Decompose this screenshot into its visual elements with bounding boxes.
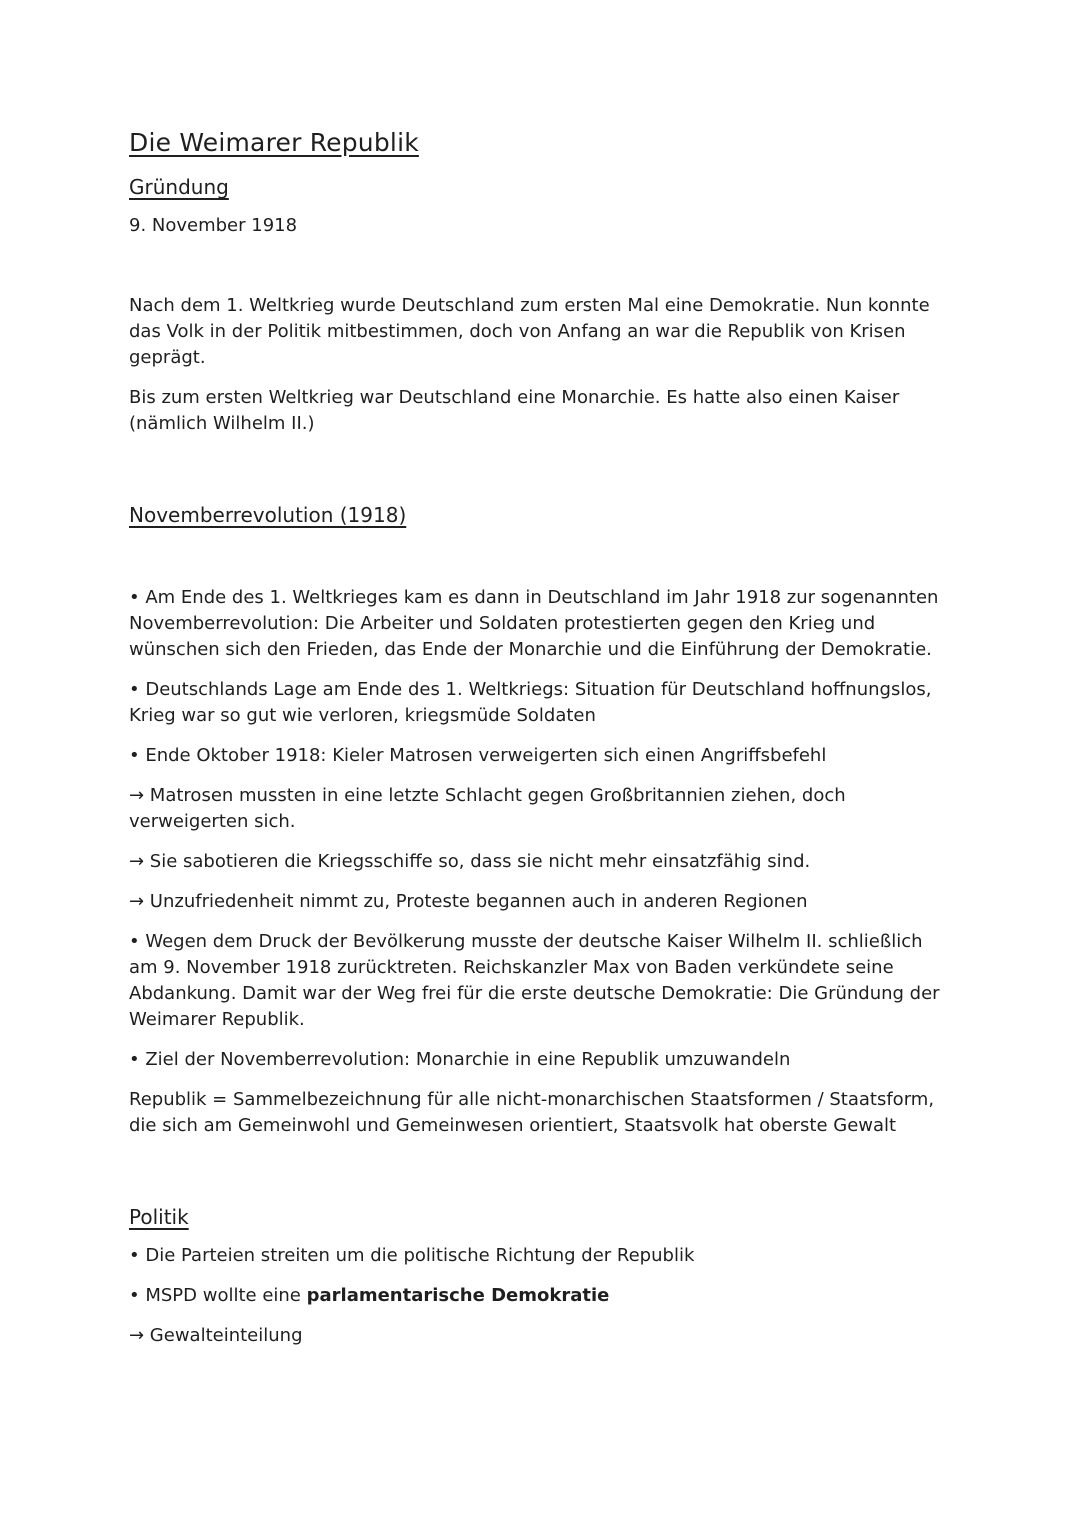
document-page bbox=[129, 128, 949, 1363]
list-item: → Matrosen mussten in eine letzte Schlacht gegen Großbritannien ziehen, doch verweigerten sich. bbox=[129, 785, 846, 832]
paragraph-monarchie: Bis zum ersten Weltkrieg war Deutschland eine Monarchie. Es hatte also einen Kaiser (nämlich Wilhelm II.) bbox=[129, 387, 900, 434]
list-item: • Die Parteien streiten um die politische Richtung der Republik bbox=[129, 1245, 695, 1266]
document-title: Die Weimarer Republik bbox=[129, 128, 419, 157]
list-item: → Sie sabotieren die Kriegsschiffe so, dass sie nicht mehr einsatzfähig sind. bbox=[129, 851, 811, 872]
definition-republik: Republik = Sammelbezeichnung für alle nicht-monarchischen Staatsformen / Staatsform, die sich am Gemeinwohl und Gemeinwesen orientiert, Staatsvolk hat oberste Gewalt bbox=[129, 1089, 935, 1136]
list-item: • Ende Oktober 1918: Kieler Matrosen verweigerten sich einen Angriffsbefehl bbox=[129, 745, 827, 766]
heading-novemberrevolution: Novemberrevolution (1918) bbox=[129, 503, 407, 527]
spacer bbox=[129, 451, 949, 503]
bold-term: parlamentarische Demokratie bbox=[306, 1285, 610, 1306]
list-item-mspd bbox=[129, 1283, 949, 1309]
heading-gruendung: Gründung bbox=[129, 175, 229, 199]
list-item: • Deutschlands Lage am Ende des 1. Weltkriegs: Situation für Deutschland hoffnungslos, Krieg war so gut wie verloren, kriegsmüde Soldaten bbox=[129, 679, 932, 726]
list-item: → Gewalteinteilung bbox=[129, 1325, 303, 1346]
heading-politik: Politik bbox=[129, 1205, 189, 1229]
list-item-prefix: • MSPD wollte eine bbox=[129, 1285, 307, 1306]
spacer bbox=[129, 1153, 949, 1205]
list-item: • Ziel der Novemberrevolution: Monarchie in eine Republik umzuwandeln bbox=[129, 1049, 791, 1070]
spacer bbox=[129, 541, 949, 585]
date-line: 9. November 1918 bbox=[129, 215, 298, 236]
list-item: • Am Ende des 1. Weltkrieges kam es dann in Deutschland im Jahr 1918 zur sogenannten Novemberrevolution: Die Arbeiter und Soldaten protestierten gegen den Krieg und wünschen sich den Frieden, das Ende der Monarchie und die Einführung der Demokratie. bbox=[129, 587, 939, 660]
spacer bbox=[129, 253, 949, 293]
paragraph-intro: Nach dem 1. Weltkrieg wurde Deutschland zum ersten Mal eine Demokratie. Nun konnte das Volk in der Politik mitbestimmen, doch von Anfang an war die Republik von Krisen geprägt. bbox=[129, 295, 930, 368]
list-item: → Unzufriedenheit nimmt zu, Proteste begannen auch in anderen Regionen bbox=[129, 891, 808, 912]
list-item: • Wegen dem Druck der Bevölkerung musste der deutsche Kaiser Wilhelm II. schließlich am 9. November 1918 zurücktreten. Reichskanzler Max von Baden verkündete seine Abdankung. Damit war der Weg frei für die erste deutsche Demokratie: Die Gründung der Weimarer Republik. bbox=[129, 931, 940, 1030]
